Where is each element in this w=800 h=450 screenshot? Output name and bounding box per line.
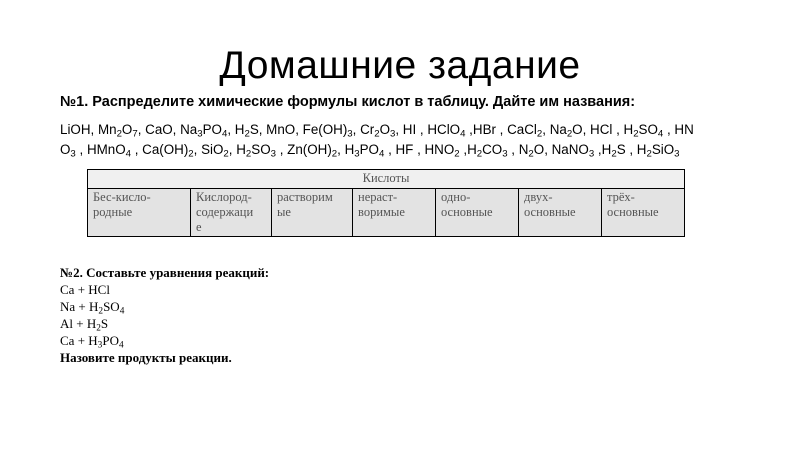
table-cell-nerastvorimye: нераст- воримые bbox=[353, 189, 436, 237]
equation-2: $Na + H_2SO_4$ bbox=[60, 299, 125, 317]
table-cell-odnoosnovnye: одно- основные bbox=[436, 189, 519, 237]
formula-line-2: $O_3$ , HMnO$_4$ , $Ca(OH)_2$, SiO$_2$, $H_2SO_3$ , $Zn(OH)_2$, $H_3PO_4$ , HF , $HNO_2$ $,H_2CO_3$ , $N_2O$, NaNO$_3$ $,H_2S$ , $H_2SiO_3$ bbox=[60, 142, 680, 160]
table-cell-rastvorimye: растворим ые bbox=[272, 189, 353, 237]
table-cell-bezkislorodnye: Бес-кисло- родные bbox=[88, 189, 191, 237]
table-cell-trekhosnovnye: трёх- основные bbox=[602, 189, 685, 237]
task1-heading: №1. Распределите химические формулы кислот в таблицу. Дайте им названия: bbox=[60, 94, 636, 110]
acids-table bbox=[87, 169, 685, 237]
table-header: Кислоты bbox=[88, 170, 685, 189]
slide-title: Домашние задание bbox=[219, 44, 581, 87]
equation-3: $Al + H_2S$ bbox=[60, 316, 109, 334]
task2-footer: Назовите продукты реакции. bbox=[60, 350, 232, 365]
equation-1: Ca + HCl bbox=[60, 282, 110, 297]
equation-4: $Ca + H_3PO_4$ bbox=[60, 333, 124, 351]
task2-block bbox=[60, 264, 560, 366]
table-cell-kislorodsoderzhashchie: Кислород- содержаци е bbox=[191, 189, 272, 237]
table-cell-dvukhosnovnye: двух- основные bbox=[519, 189, 602, 237]
formula-line-1: LiOH, $Mn_2O_7$, CaO, $Na_3PO_4$, $H_2S$, MnO, $Fe(OH)_3$, $Cr_2O_3$, HI , HClO$_4$ ,HBr , CaCl$_2$, $Na_2O$, HCl , $H_2SO_4$ , HN bbox=[60, 122, 694, 140]
task2-heading: №2. Составьте уравнения реакций: bbox=[60, 265, 270, 280]
formula-list bbox=[60, 120, 760, 160]
